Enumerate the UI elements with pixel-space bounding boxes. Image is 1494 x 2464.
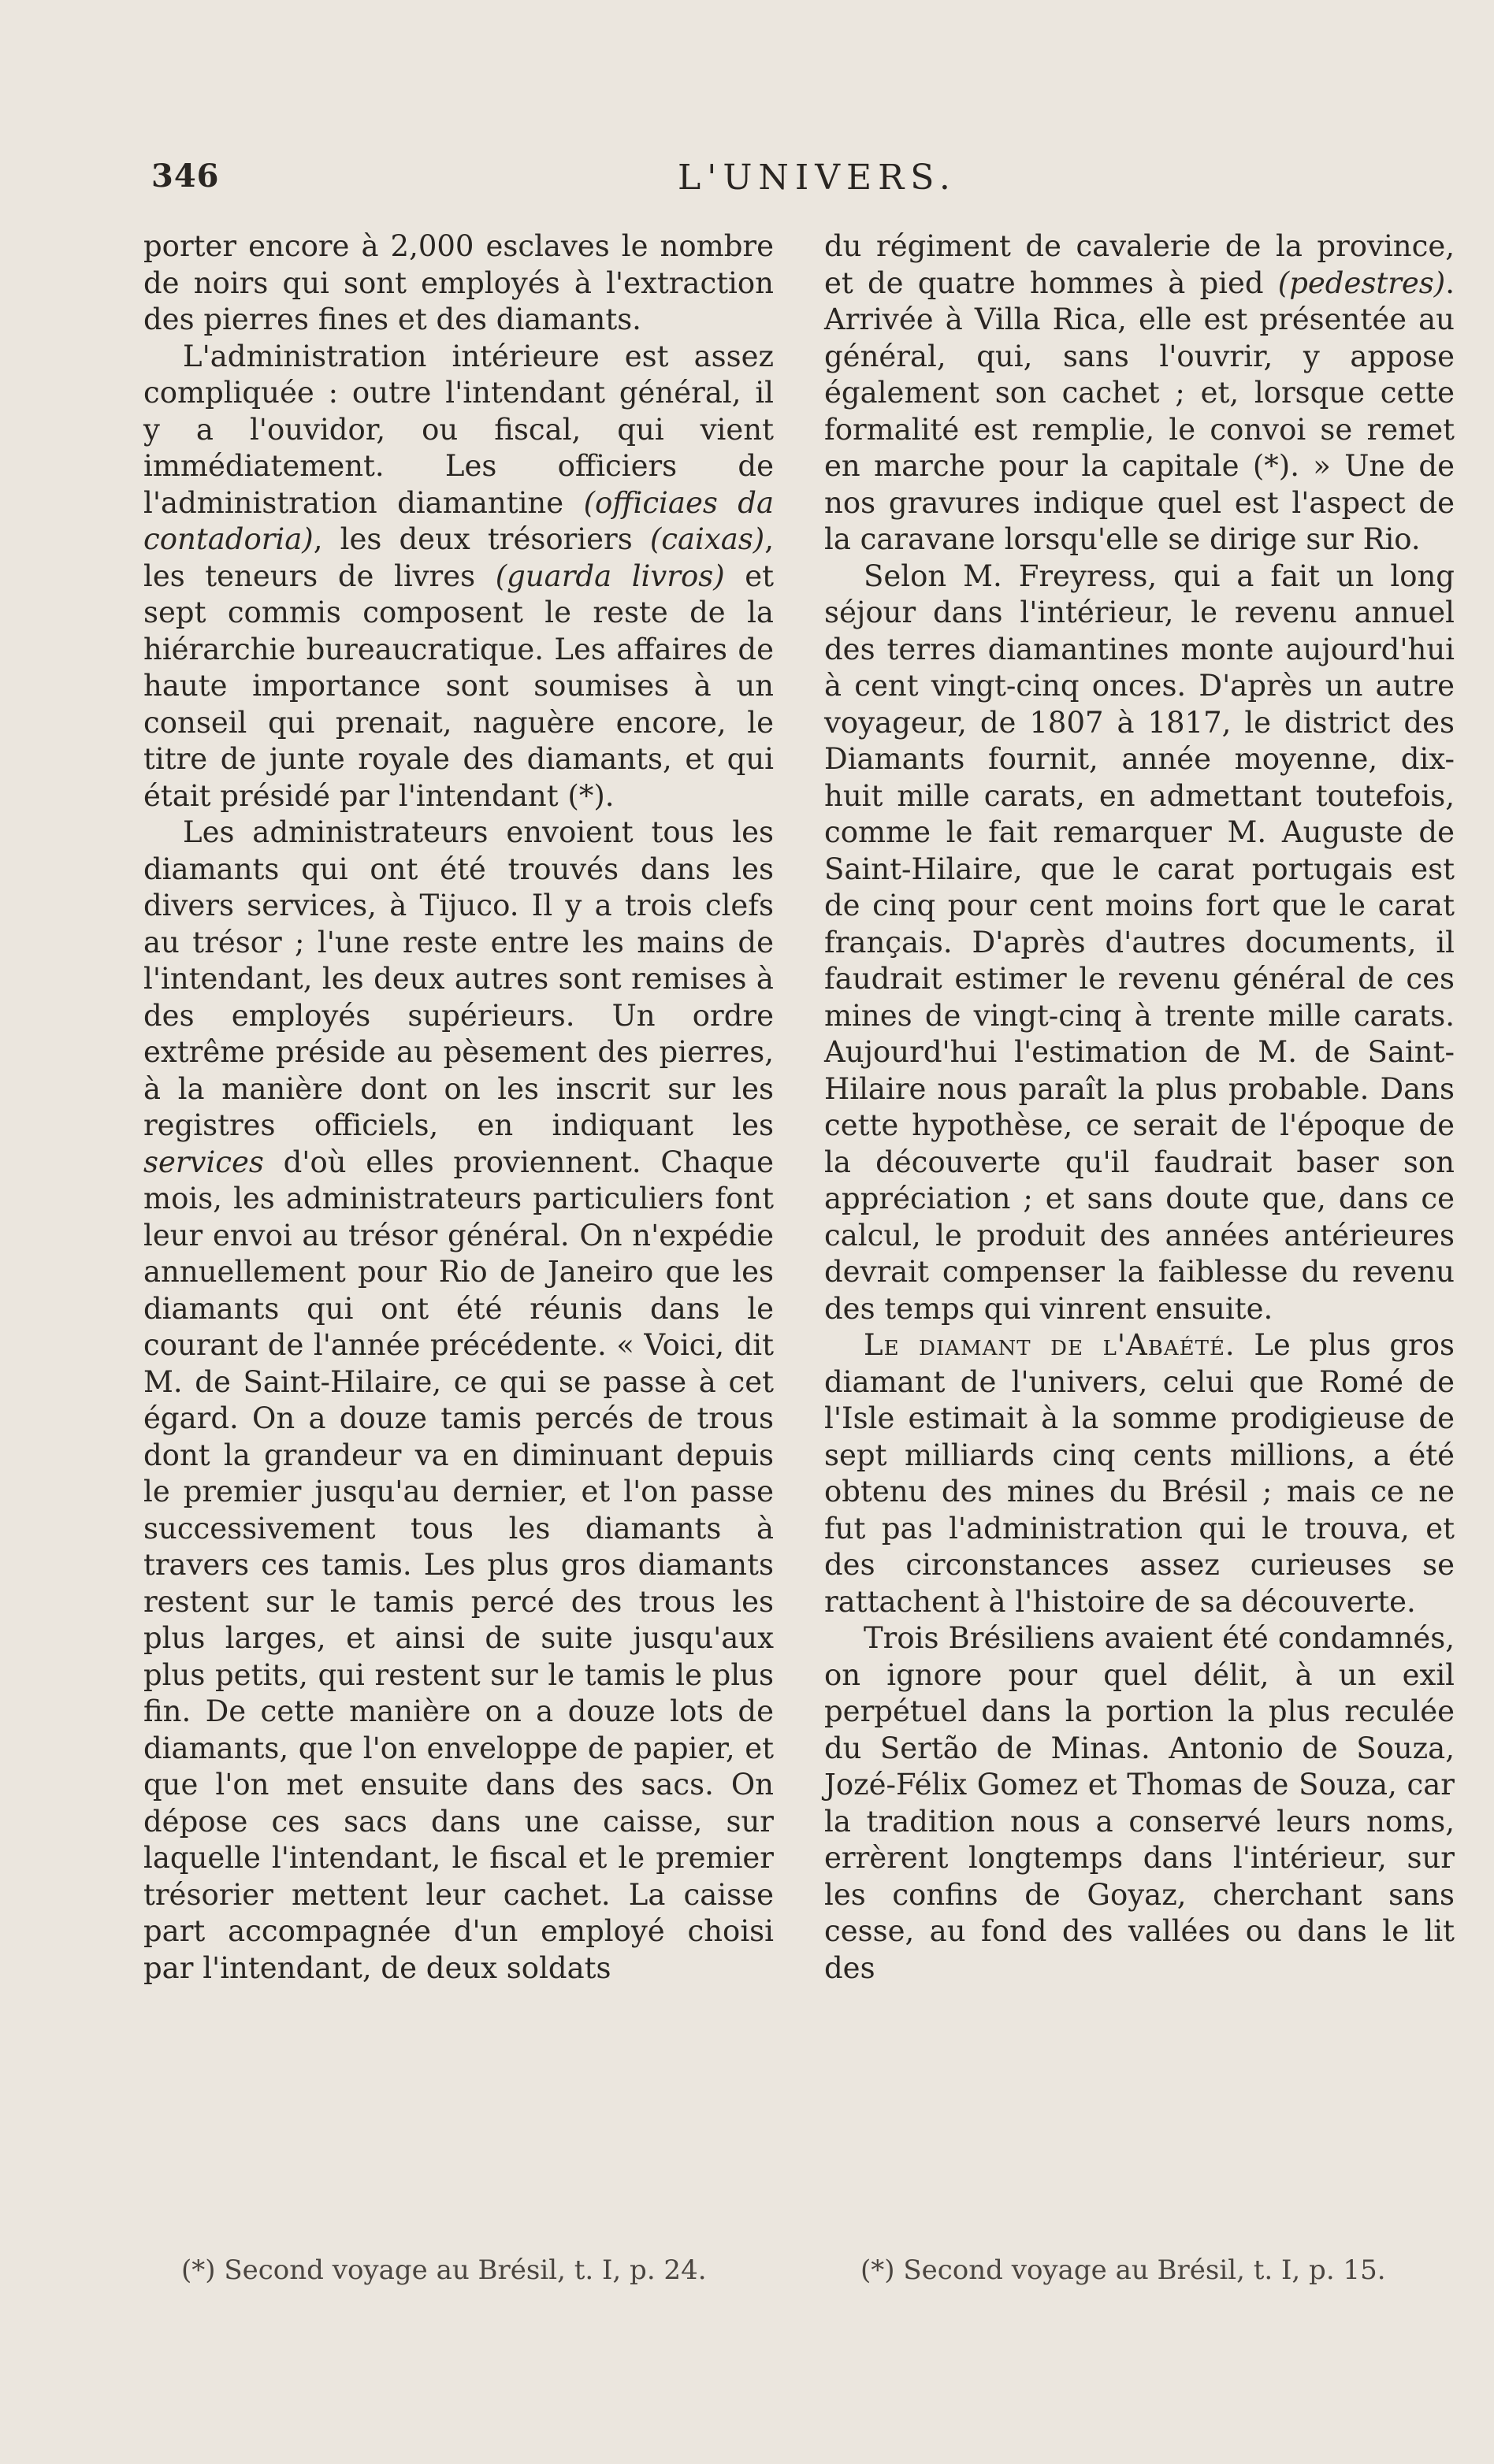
text-run: , les deux trésoriers <box>313 522 650 556</box>
text-run: du régiment de cavalerie de la province, et de quatre hommes à pied <box>824 229 1455 300</box>
paragraph: porter encore à 2,000 esclaves le nombre de noirs qui sont employés à l'extraction des pierres fines et des diamants. <box>143 229 774 336</box>
paragraph <box>143 815 774 1987</box>
text-run: L'administration intérieure est assez compliquée : outre l'intendant général, il y a l'ouvidor, ou fiscal, qui vient immédiatement. Les officiers de l'administration diamantine <box>143 339 774 520</box>
paragraph: Trois Brésiliens avaient été condamnés, on ignore pour quel délit, à un exil perpétuel dans la portion la plus reculée du Sertão de Minas. Antonio de Souza, Jozé-Félix Gomez et Thomas de Souza, car la tradition nous a conservé leurs noms, errèrent longtemps dans l'intérieur, sur les confins de Goyaz, cherchant sans cesse, au fond des vallées ou dans le lit des <box>824 1621 1455 1985</box>
italic-term: services <box>143 1145 264 1179</box>
page-number: 346 <box>151 158 220 195</box>
italic-term: (guarda livros) <box>495 558 725 593</box>
footnote-right: (*) Second voyage au Brésil, t. I, p. 15. <box>860 2254 1386 2286</box>
text-run: d'où elles proviennent. Chaque mois, les administrateurs particuliers font leur envoi au trésor général. On n'expédie annuellement pour Rio de Janeiro que les diamants qui ont été réunis dans le courant de l'année précédente. « Voici, dit M. de Saint-Hilaire, ce qui se passe à cet égard. On a douze tamis percés de trous dont la grandeur va en diminuant depuis le premier jusqu'au dernier, et l'on passe successivement tous les diamants à travers ces tamis. Les plus gros diamants restent sur le tamis percé des trous les plus larges, et ainsi de suite jusqu'aux plus petits, qui restent sur le tamis le plus fin. De cette manière on a douze lots de diamants, que l'on enveloppe de papier, et que l'on met ensuite dans des sacs. On dépose ces sacs dans une caisse, sur laquelle l'intendant, le fiscal et le premier trésorier mettent leur cachet. La caisse part accompagnée d'un employé choisi par l'intendant, de deux soldats <box>143 1145 774 1985</box>
text-run: , les teneurs de livres <box>143 522 774 593</box>
paragraph <box>824 1327 1455 1620</box>
italic-term: (officiaes da contadoria) <box>143 485 775 556</box>
italic-term: (pedestres) <box>1277 265 1446 300</box>
paragraph <box>824 228 1455 558</box>
section-heading: Le diamant de l'Abaété. <box>864 1328 1236 1362</box>
text-run: . Arrivée à Villa Rica, elle est présentée au général, qui, sans l'ouvrir, y appose également son cachet ; et, lorsque cette formalité est remplie, le convoi se remet en marche pour la capitale (*). » Une de nos gravures indique quel est l'aspect de la caravane lorsqu'elle se dirige sur Rio. <box>824 265 1455 556</box>
footnote-left: (*) Second voyage au Brésil, t. I, p. 24. <box>181 2254 707 2286</box>
right-column <box>824 228 1455 1987</box>
text-run: Les administrateurs envoient tous les diamants qui ont été trouvés dans les divers services, à Tijuco. Il y a trois clefs au trésor ; l'une reste entre les mains de l'intendant, les deux autres sont remises à des employés supérieurs. Un ordre extrême préside au pèsement des pierres, à la manière dont on les inscrit sur les registres officiels, en indiquant les <box>143 815 774 1142</box>
paragraph: Selon M. Freyress, qui a fait un long séjour dans l'intérieur, le revenu annuel des terres diamantines monte aujourd'hui à cent vingt-cinq onces. D'après un autre voyageur, de 1807 à 1817, le district des Diamants fournit, année moyenne, dix-huit mille carats, en admettant toutefois, comme le fait remarquer M. Auguste de Saint-Hilaire, que le carat portugais est de cinq pour cent moins fort que le carat français. D'après d'autres documents, il faudrait estimer le revenu général de ces mines de vingt-cinq à trente mille carats. Aujourd'hui l'estimation de M. de Saint-Hilaire nous paraît la plus probable. Dans cette hypothèse, ce serait de l'époque de la découverte qu'il faudrait baser son appréciation ; et sans doute que, dans ce calcul, le produit des années antérieures devrait compenser la faiblesse du revenu des temps qui vinrent ensuite. <box>824 558 1455 1326</box>
italic-term: (caixas) <box>649 522 765 556</box>
text-run: et sept commis composent le reste de la hiérarchie bureaucratique. Les affaires de haute importance sont soumises à un conseil qui prenait, naguère encore, le titre de junte royale des diamants, et qui était présidé par l'intendant (*). <box>143 558 775 813</box>
paragraph <box>143 339 774 815</box>
running-title: L'UNIVERS. <box>678 158 957 198</box>
left-column <box>143 228 774 1987</box>
text-run: Le plus gros diamant de l'univers, celui que Romé de l'Isle estimait à la somme prodigieuse de sept milliards cinq cents millions, a été obtenu des mines du Brésil ; mais ce ne fut pas l'administration qui le trouva, et des circonstances assez curieuses se rattachent à l'histoire de sa découverte. <box>824 1328 1455 1619</box>
